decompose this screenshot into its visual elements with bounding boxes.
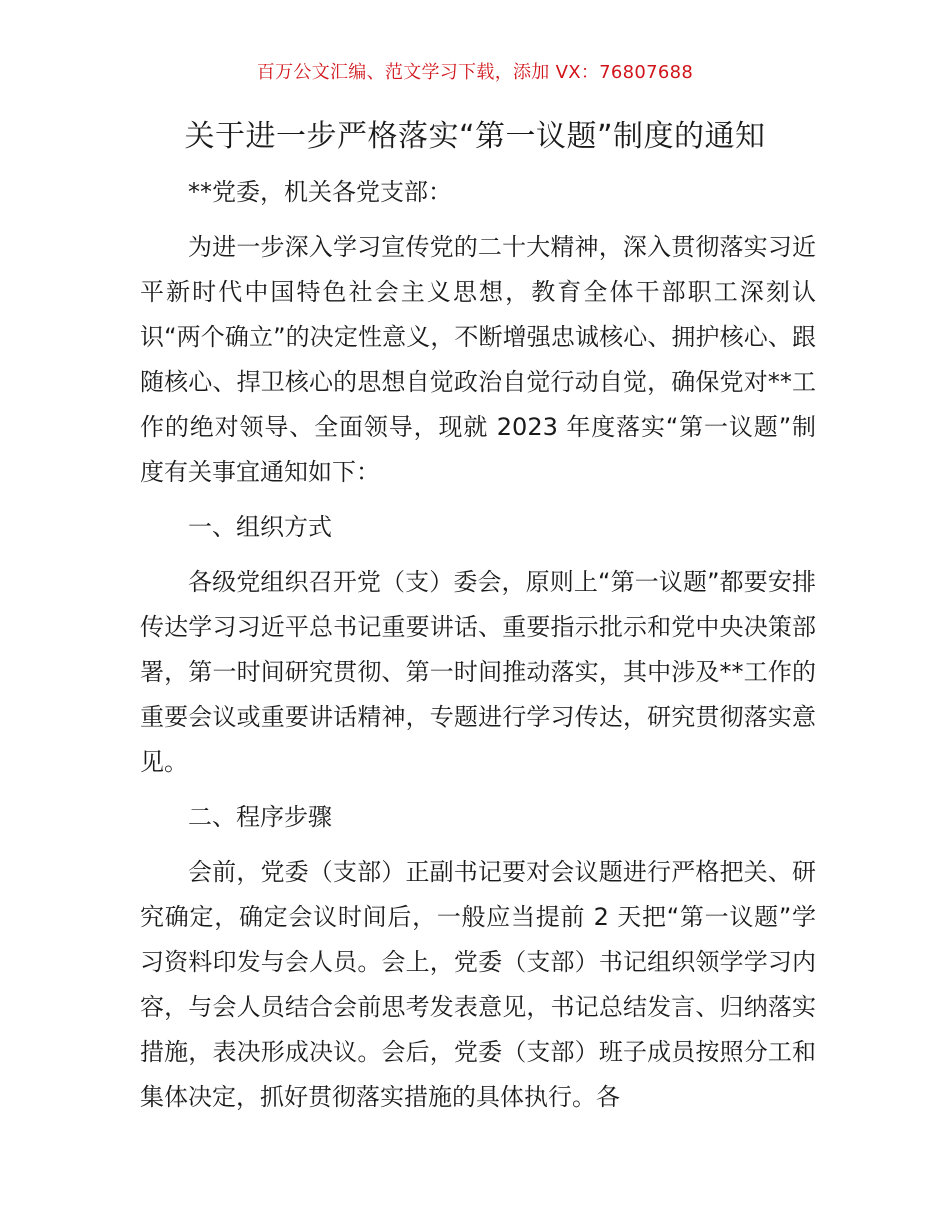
salutation: **党委，机关各党支部：	[188, 178, 452, 206]
section-heading-organization: 一、组织方式	[188, 513, 332, 541]
paragraph-organization: 各级党组织召开党（支）委会，原则上“第一议题”都要安排传达学习习近平总书记重要讲话、重要指示批示和党中央决策部署，第一时间研究贯彻、第一时间推动落实，其中涉及**工作的重要会议或重要讲话精神，专题进行学习传达，研究贯彻落实意见。	[140, 568, 816, 776]
paragraph-procedure: 会前，党委（支部）正副书记要对会议题进行严格把关、研究确定，确定会议时间后，一般应当提前 2 天把“第一议题”学习资料印发与会人员。会上，党委（支部）书记组织领学学习内容，与会人员结合会前思考发表意见，书记总结发言、归纳落实措施，表决形成决议。会后，党委（支部）班子成员按照分工和集体决定，抓好贯彻落实措施的具体执行。各	[140, 858, 816, 1111]
watermark-header: 百万公文汇编、范文学习下载，添加 VX：76807688	[256, 62, 694, 83]
document-body	[140, 170, 816, 1130]
paragraph-intro: 为进一步深入学习宣传党的二十大精神，深入贯彻落实习近平新时代中国特色社会主义思想，教育全体干部职工深刻认识“两个确立”的决定性意义，不断增强忠诚核心、拥护核心、跟随核心、捍卫核心的思想自觉政治自觉行动自觉，确保党对**工作的绝对领导、全面领导，现就 2023 年度落实“第一议题”制度有关事宜通知如下：	[140, 233, 816, 486]
document-title: 关于进一步严格落实“第一议题”制度的通知	[184, 119, 766, 154]
section-heading-procedure: 二、程序步骤	[188, 803, 332, 831]
